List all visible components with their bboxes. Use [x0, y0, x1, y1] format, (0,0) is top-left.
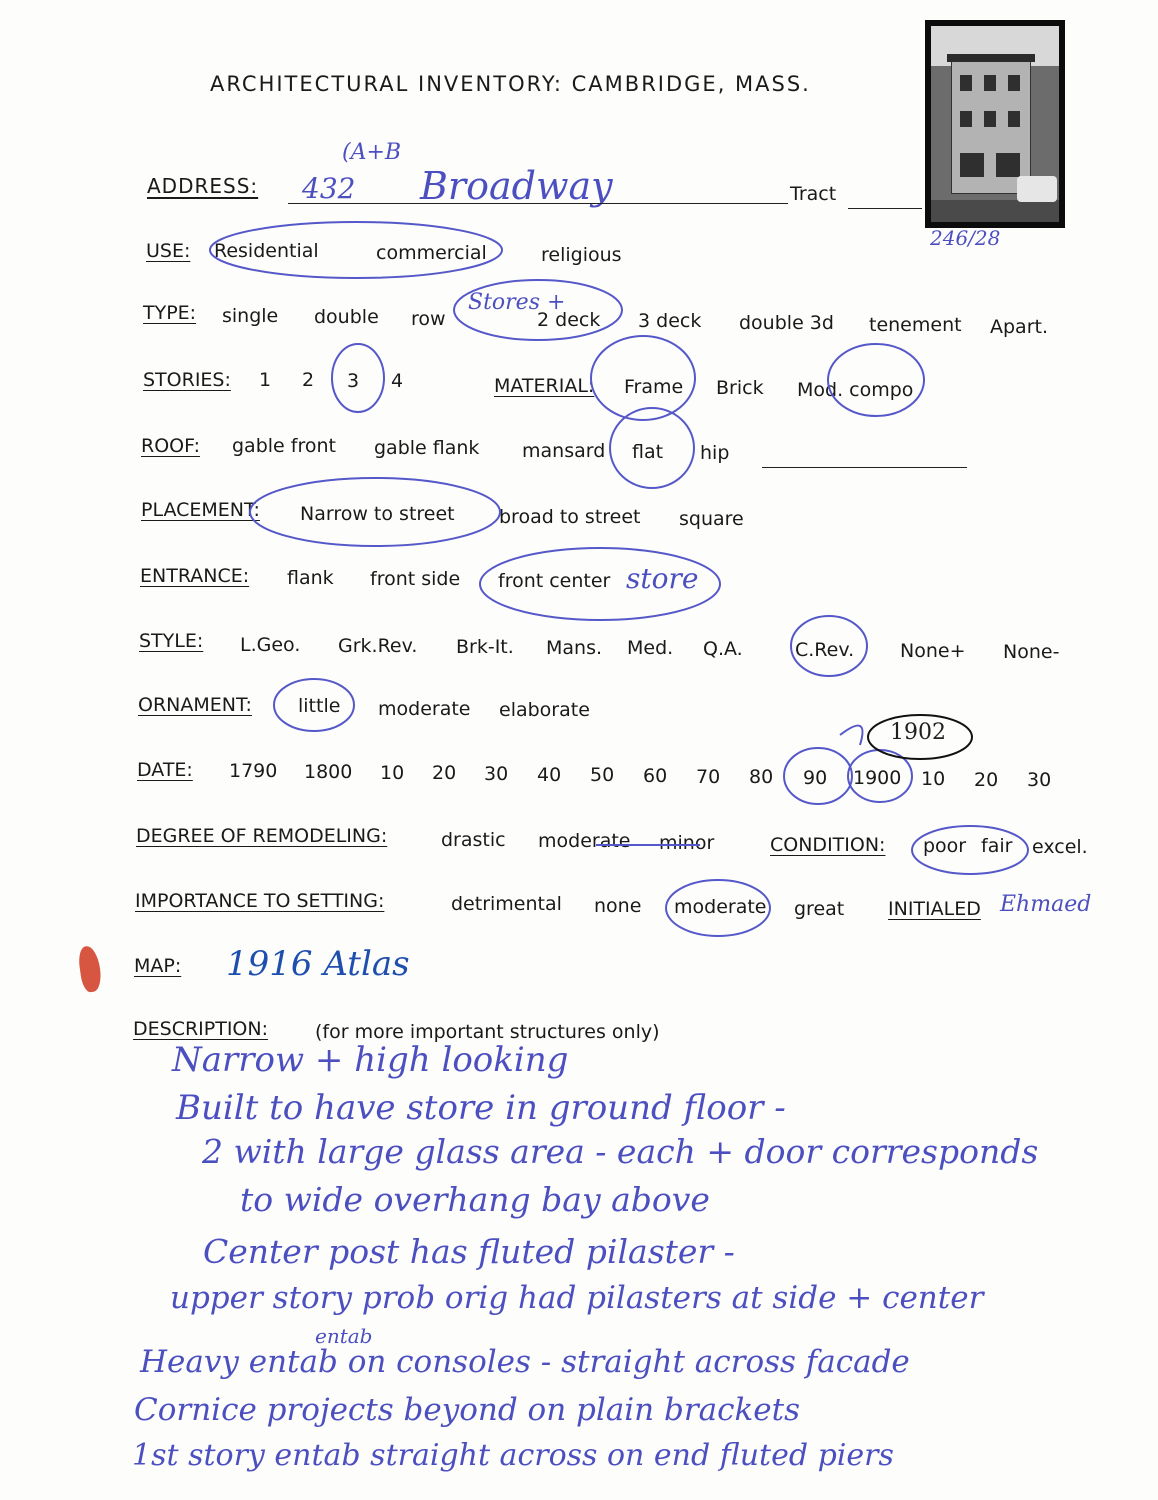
address-label: ADDRESS:: [147, 174, 259, 198]
address-street: Broadway: [420, 164, 613, 208]
style-crev: C.Rev.: [795, 639, 855, 661]
type-row: row: [411, 308, 446, 330]
stories-3: 3: [347, 370, 360, 392]
type-single: single: [222, 305, 279, 327]
use-commercial: commercial: [376, 242, 487, 264]
type-handwritten: Stores +: [468, 290, 566, 315]
roof-label: ROOF:: [141, 435, 200, 457]
condition-excel: excel.: [1032, 836, 1088, 858]
description-line-5: Center post has fluted pilaster -: [203, 1232, 735, 1271]
roof-mansard: mansard: [522, 440, 606, 462]
roof-flat: flat: [632, 441, 664, 463]
remodeling-drastic: drastic: [441, 829, 506, 851]
type-double: double: [314, 306, 379, 328]
tract-underline: [848, 208, 922, 209]
building-photo: [925, 20, 1065, 228]
initialed-label: INITIALED: [888, 898, 981, 920]
address-superscript: (A+B: [342, 140, 402, 165]
roof-gable-front: gable front: [232, 435, 336, 457]
placement-label: PLACEMENT:: [141, 499, 260, 521]
description-note: (for more important structures only): [315, 1021, 660, 1043]
date-20a: 20: [432, 762, 457, 784]
style-grkrev: Grk.Rev.: [338, 635, 418, 657]
material-compo: Mod. compo: [797, 379, 914, 401]
entrance-front-center: front center: [498, 570, 611, 592]
date-10a: 10: [380, 762, 405, 784]
condition-label: CONDITION:: [770, 834, 886, 856]
date-1900: 1900: [853, 767, 902, 789]
date-90: 90: [803, 767, 828, 789]
description-line-3: 2 with large glass area - each + door corresponds: [202, 1132, 1039, 1171]
description-line-9: 1st story entab straight across on end fluted piers: [132, 1438, 894, 1473]
entrance-handwritten: store: [626, 562, 699, 595]
description-line-2: Built to have store in ground floor -: [176, 1088, 786, 1128]
importance-moderate: moderate: [674, 896, 767, 918]
ornament-moderate: moderate: [378, 698, 471, 720]
style-brkit: Brk-It.: [456, 636, 514, 658]
date-80: 80: [749, 766, 774, 788]
style-none-minus: None-: [1003, 641, 1060, 663]
type-double3d: double 3d: [739, 312, 834, 334]
use-label: USE:: [146, 240, 191, 262]
style-none-plus: None+: [900, 640, 966, 662]
date-50: 50: [590, 764, 615, 786]
description-line-1: Narrow + high looking: [172, 1040, 569, 1080]
type-label: TYPE:: [143, 302, 197, 324]
address-underline: [288, 203, 788, 204]
style-qa: Q.A.: [703, 638, 743, 660]
red-crayon-mark: [77, 945, 103, 993]
date-30a: 30: [484, 763, 509, 785]
map-label: MAP:: [134, 955, 182, 977]
importance-none: none: [594, 895, 642, 917]
stories-4: 4: [391, 370, 404, 392]
placement-square: square: [679, 508, 744, 530]
date-60: 60: [643, 765, 668, 787]
stories-label: STORIES:: [143, 369, 231, 391]
entrance-label: ENTRANCE:: [140, 565, 250, 587]
date-handwritten: 1902: [890, 720, 946, 745]
style-lgeo: L.Geo.: [240, 634, 301, 656]
condition-fair: fair: [981, 835, 1013, 857]
importance-detrimental: detrimental: [451, 893, 562, 915]
form-title: ARCHITECTURAL INVENTORY: CAMBRIDGE, MASS.: [210, 72, 811, 96]
description-line-6: upper story prob orig had pilasters at side + center: [170, 1280, 984, 1316]
date-70: 70: [696, 766, 721, 788]
placement-broad: broad to street: [499, 506, 641, 528]
condition-poor: poor: [923, 835, 967, 857]
stories-1: 1: [259, 369, 272, 391]
remodeling-minor: minor: [659, 832, 715, 854]
entrance-flank: flank: [287, 567, 334, 589]
description-line-8: Cornice projects beyond on plain brackets: [134, 1392, 801, 1428]
style-mans: Mans.: [546, 637, 603, 659]
type-tenement: tenement: [869, 314, 962, 336]
description-line-4: to wide overhang bay above: [240, 1180, 710, 1219]
type-3deck: 3 deck: [638, 310, 702, 332]
roof-hip: hip: [700, 442, 730, 464]
remodeling-moderate: moderate: [538, 830, 631, 852]
stories-2: 2: [302, 369, 315, 391]
ornament-little: little: [298, 695, 341, 717]
description-line-7: Heavy entab on consoles - straight across facade: [140, 1344, 910, 1380]
date-label: DATE:: [137, 759, 193, 781]
date-30b: 30: [1027, 769, 1052, 791]
material-brick: Brick: [716, 377, 764, 399]
roof-other-line: [762, 467, 967, 468]
style-label: STYLE:: [139, 630, 204, 652]
ornament-label: ORNAMENT:: [138, 694, 252, 716]
tract-label: Tract: [790, 183, 837, 205]
date-40: 40: [537, 764, 562, 786]
ornament-elaborate: elaborate: [499, 699, 590, 721]
date-10b: 10: [921, 768, 946, 790]
use-religious: religious: [541, 244, 622, 266]
type-2deck: 2 deck: [537, 309, 601, 331]
description-insert: entab: [315, 1324, 373, 1348]
placement-narrow: Narrow to street: [300, 503, 455, 525]
date-1800: 1800: [304, 761, 353, 783]
roof-gable-flank: gable flank: [374, 437, 480, 459]
address-number: 432: [302, 172, 356, 205]
description-label: DESCRIPTION:: [133, 1018, 269, 1040]
style-med: Med.: [627, 637, 674, 659]
initialed-value: Ehmaed: [1000, 892, 1092, 917]
material-frame: Frame: [624, 376, 684, 398]
importance-great: great: [794, 898, 845, 920]
remodeling-label: DEGREE OF REMODELING:: [136, 825, 388, 847]
importance-label: IMPORTANCE TO SETTING:: [135, 890, 385, 912]
entrance-front-side: front side: [370, 568, 461, 590]
map-value: 1916 Atlas: [226, 944, 410, 984]
date-20b: 20: [974, 769, 999, 791]
use-residential: Residential: [214, 240, 319, 262]
date-1790: 1790: [229, 760, 278, 782]
material-label: MATERIAL:: [494, 375, 595, 397]
type-apart: Apart.: [990, 316, 1049, 338]
photo-number: 246/28: [930, 226, 1001, 250]
